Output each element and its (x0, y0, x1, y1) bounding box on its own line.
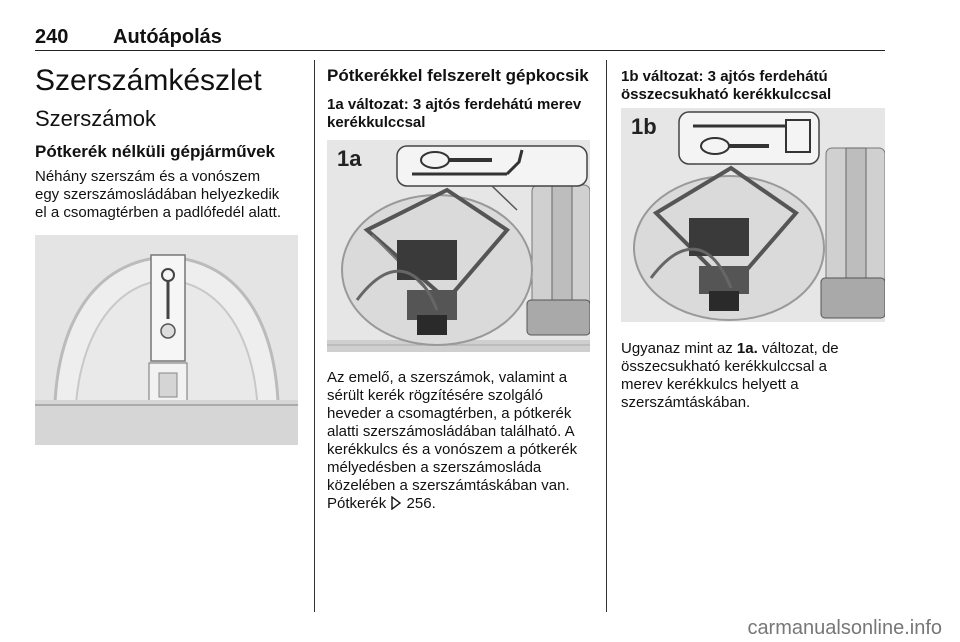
reference-page: 256. (406, 495, 436, 512)
spare-wheel-heading: Pótkerékkel felszerelt gépkocsik (327, 66, 589, 85)
variant-line: kerékkulccsal (327, 114, 426, 131)
figure-label-1b: 1b (631, 114, 657, 139)
text-line: közelében a szerszámtáskában van. (327, 477, 570, 494)
text-line: el a csomagtérben a padlófedél alatt. (35, 204, 281, 221)
cross-reference[interactable] (327, 495, 599, 515)
text-line: alatti szerszámosládában található. A (327, 423, 575, 440)
column-divider-2 (606, 60, 607, 612)
section-title: Szerszámkészlet (35, 64, 262, 97)
text-line: kerékkulcs és a vonószem a pótkerék (327, 441, 578, 458)
text-line: egy szerszámosládában helyezkedik (35, 186, 280, 203)
trunk-drawing (35, 235, 298, 445)
variant-reference: 1a. (736, 340, 758, 357)
text-line: Az emelő, a szerszámok, valamint a (327, 369, 568, 386)
middle-column (327, 56, 599, 132)
text-line: merev kerékkulcs helyett a (621, 376, 799, 393)
page-header (35, 14, 885, 51)
variant-line: 1a változat: 3 ajtós ferdehátú merev (327, 96, 582, 113)
figure-1b-illustration (621, 108, 885, 322)
text-line: szerszámtáskában. (621, 394, 751, 411)
text-line: Néhány szerszám és a vonószem (35, 168, 261, 185)
left-column (35, 56, 305, 222)
trunk-tools-illustration (35, 235, 298, 445)
variant-line: 1b változat: 3 ajtós ferdehátú (621, 68, 828, 85)
jack-tools-drawing (327, 140, 590, 352)
reference-text: Pótkerék (327, 495, 387, 512)
subsection-heading: Pótkerék nélküli gépjárművek (35, 142, 275, 161)
right-paragraph (621, 340, 886, 412)
text-line: összecsukható kerékkulccsal a (621, 358, 827, 375)
subsection-title: Szerszámok (35, 106, 157, 131)
folding-wrench-drawing (621, 108, 885, 322)
figure-1a-illustration (327, 140, 590, 352)
text-line: mélyedésben a szerszámosláda (327, 459, 542, 476)
arrow-right-icon (390, 496, 402, 515)
page-number: 240 (35, 26, 69, 48)
variant-line: összecsukható kerékkulccsal (621, 86, 832, 103)
variant-1a-heading (327, 96, 599, 132)
right-column (621, 56, 886, 104)
chapter-title: Autóápolás (113, 26, 222, 48)
text-line: sérült kerék rögzítésére szolgáló (327, 387, 543, 404)
text-line: Ugyanaz mint az 1a. változat, de (621, 340, 839, 357)
left-paragraph (35, 168, 305, 222)
watermark: carmanualsonline.info (747, 617, 942, 639)
variant-1b-heading (621, 68, 886, 104)
figure-label-1a: 1a (337, 146, 362, 171)
middle-paragraph (327, 369, 599, 515)
text-line: heveder a csomagtérben, a pótkerék (327, 405, 572, 422)
column-divider-1 (314, 60, 315, 612)
